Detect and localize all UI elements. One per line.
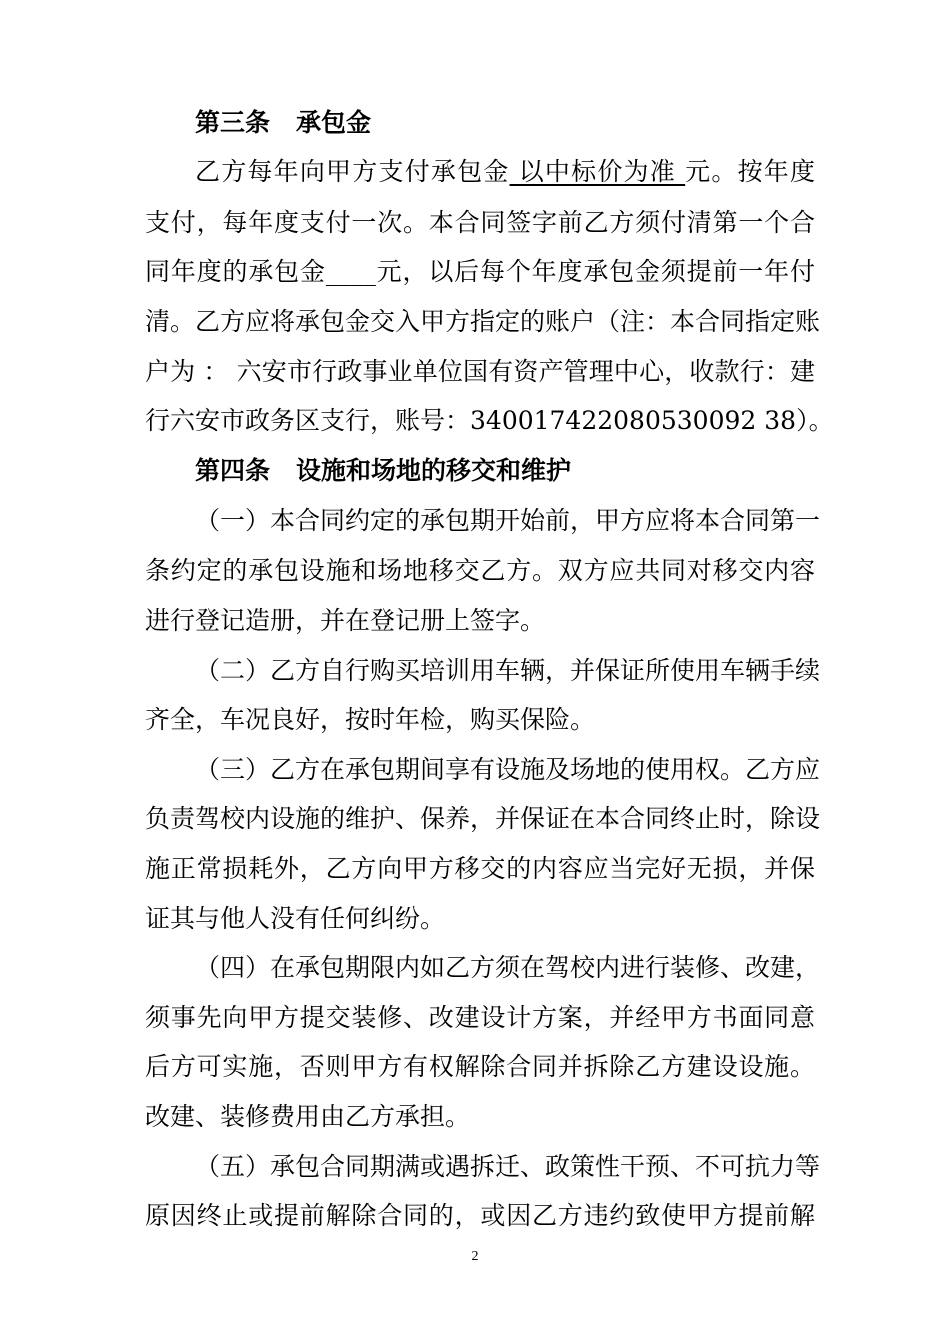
article-3-line-2: 支付，每年度支付一次。本合同签字前乙方须付清第一个合 <box>145 208 815 237</box>
article-3-heading <box>195 108 371 138</box>
clause-1-line-3: 进行登记造册，并在登记册上签字。 <box>145 606 546 635</box>
clause-1-line-1: （一）本合同约定的承包期开始前，甲方应将本合同第一 <box>195 506 821 535</box>
article-3-line-4: 清。乙方应将承包金交入甲方指定的账户（注：本合同指定账 <box>145 307 821 336</box>
article-4-heading <box>195 456 571 486</box>
article-4-label: 第四条 <box>195 456 271 485</box>
article-3-line-3: 同年度的承包金____元，以后每个年度承包金须提前一年付 <box>145 257 815 286</box>
amount-blank: ____ <box>325 257 376 286</box>
article-3-line-1: 乙方每年向甲方支付承包金 以中标价为准 元。按年度 <box>195 157 815 186</box>
page-number: 2 <box>471 1249 479 1264</box>
clause-5-line-2: 原因终止或提前解除合同的，或因乙方违约致使甲方提前解 <box>145 1201 815 1230</box>
clause-4-line-4: 改建、装修费用由乙方承担。 <box>145 1102 471 1131</box>
clause-4-line-1: （四）在承包期限内如乙方须在驾校内进行装修、改建， <box>195 953 821 982</box>
clause-5-line-1: （五）承包合同期满或遇拆迁、政策性干预、不可抗力等 <box>195 1152 821 1181</box>
bid-price-underline: 以中标价为准 <box>509 157 686 186</box>
clause-2-line-2: 齐全，车况良好，按时年检，购买保险。 <box>145 705 596 734</box>
article-3-line-5: 户为 ： 六安市行政事业单位国有资产管理中心，收款行：建 <box>145 357 815 386</box>
clause-3-line-1: （三）乙方在承包期间享有设施及场地的使用权。乙方应 <box>195 755 821 784</box>
article-3-line-6: 行六安市政务区支行，账号：340017422080530092 38）。 <box>145 406 834 435</box>
article-3-title: 承包金 <box>296 108 372 137</box>
clause-4-line-3: 后方可实施，否则甲方有权解除合同并拆除乙方建设设施。 <box>145 1052 815 1081</box>
clause-4-line-2: 须事先向甲方提交装修、改建设计方案，并经甲方书面同意 <box>145 1003 815 1032</box>
clause-3-line-3: 施正常损耗外，乙方向甲方移交的内容应当完好无损，并保 <box>145 854 815 883</box>
clause-3-line-4: 证其与他人没有任何纠纷。 <box>145 904 446 933</box>
article-4-title: 设施和场地的移交和维护 <box>296 456 572 485</box>
article-3-label: 第三条 <box>195 108 271 137</box>
clause-2-line-1: （二）乙方自行购买培训用车辆，并保证所使用车辆手续 <box>195 656 821 685</box>
clause-3-line-2: 负责驾校内设施的维护、保养，并保证在本合同终止时，除设 <box>145 804 821 833</box>
clause-1-line-2: 条约定的承包设施和场地移交乙方。双方应共同对移交内容 <box>145 556 815 585</box>
